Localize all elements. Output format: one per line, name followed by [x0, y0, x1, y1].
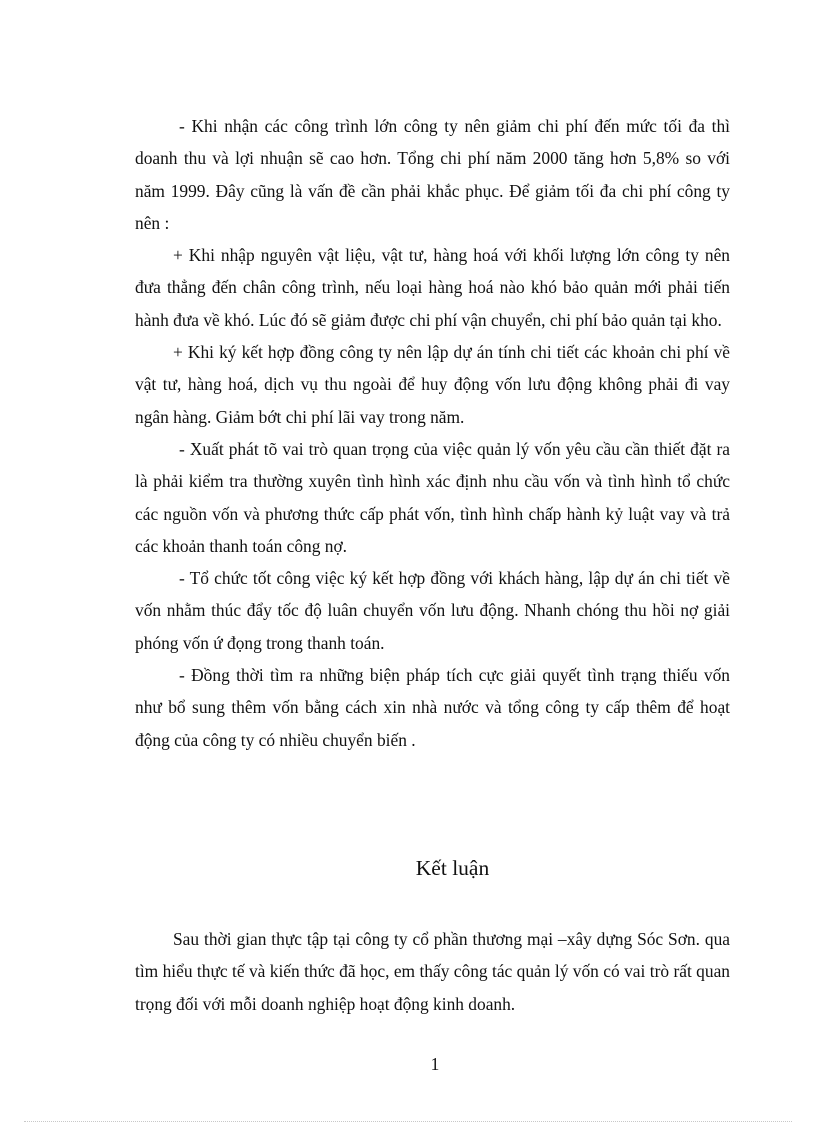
- paragraph-capital-shortage: - Đồng thời tìm ra những biện pháp tích cực giải quyết tình trạng thiếu vốn như bổ sung thêm vốn bằng cách xin nhà nước và tổng công ty cấp thêm để hoạt động của công ty có nhiều chuyển biến .: [135, 665, 730, 750]
- paragraph-reduce-costs: - Khi nhận các công trình lớn công ty nên giảm chi phí đến mức tối đa thì doanh thu và lợi nhuận sẽ cao hơn. Tổng chi phí năm 2000 tăng hơn 5,8% so với năm 1999. Đây cũng là vấn đề cần phải khắc phục. Để giảm tối đa chi phí công ty nên :: [135, 116, 730, 233]
- recommendations-section: [135, 110, 730, 756]
- paragraph-customer-contracts: - Tổ chức tốt công việc ký kết hợp đồng với khách hàng, lập dự án chi tiết về vốn nhằm thúc đẩy tốc độ luân chuyển vốn lưu động. Nhanh chóng thu hồi nợ giải phóng vốn ứ đọng trong thanh toán.: [135, 568, 730, 653]
- conclusion-heading: Kết luận: [415, 856, 490, 880]
- page-number: 1: [430, 1054, 440, 1074]
- paragraph-contracts: + Khi ký kết hợp đồng công ty nên lập dự án tính chi tiết các khoản chi phí về vật tư, hàng hoá, dịch vụ thu ngoài để huy động vốn lưu động không phải đi vay ngân hàng. Giảm bớt chi phí lãi vay trong năm.: [135, 342, 730, 427]
- paragraph-materials: + Khi nhập nguyên vật liệu, vật tư, hàng hoá với khối lượng lớn công ty nên đưa thẳng đến chân công trình, nếu loại hàng hoá nào khó bảo quản mới phải tiến hành đưa về khó. Lúc đó sẽ giảm được chi phí vận chuyển, chi phí bảo quản tại kho.: [135, 245, 730, 330]
- paragraph-capital-management: - Xuất phát tõ vai trò quan trọng của việc quản lý vốn yêu cầu cần thiết đặt ra là phải kiểm tra thường xuyên tình hình xác định nhu cầu vốn và tình hình tổ chức các nguồn vốn và phương thức cấp phát vốn, tình hình chấp hành kỷ luật vay và trả các khoản thanh toán công nợ.: [135, 438, 730, 556]
- conclusion-paragraph: Sau thời gian thực tập tại công ty cổ phần thương mại –xây dựng Sóc Sơn. qua tìm hiểu thực tế và kiến thức đã học, em thấy công tác quản lý vốn có vai trò rất quan trọng đối với mỗi doanh nghiệp hoạt động kinh doanh.: [135, 929, 730, 1014]
- page-bottom-divider: [24, 1121, 792, 1122]
